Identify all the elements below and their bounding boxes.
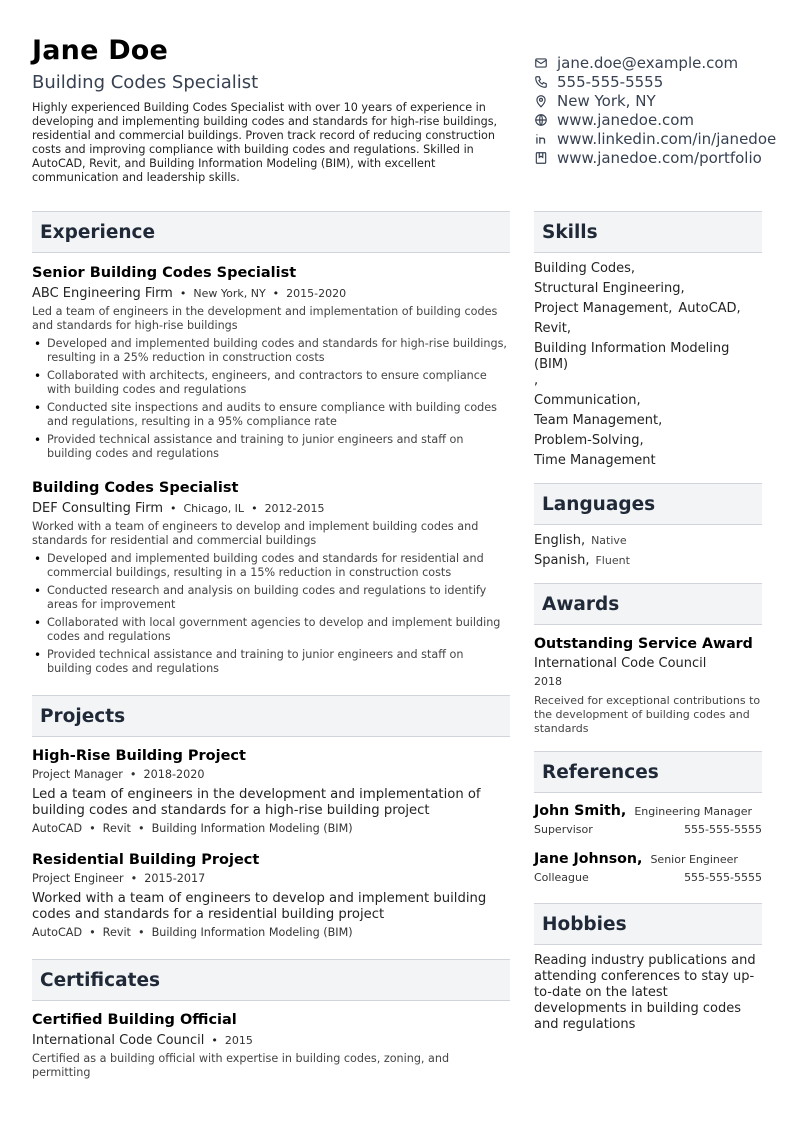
reference-position: Senior Engineer — [650, 853, 738, 866]
job-company: ABC Engineering Firm — [32, 286, 173, 301]
job-bullet: • Collaborated with architects, engineers, and contractors to ensure compliance with building codes and regulations — [32, 369, 510, 397]
references-heading: References — [534, 751, 762, 793]
skill-line — [534, 373, 762, 389]
job-bullets — [32, 552, 510, 676]
skill-item: Problem-Solving, — [534, 433, 644, 448]
job-description: Worked with a team of engineers to develop and implement building codes and standards for residential and commercial buildings — [32, 520, 479, 547]
project-dates: 2018-2020 — [143, 768, 205, 781]
project-tag: Building Information Modeling (BIM) — [151, 926, 353, 939]
project-description: Led a team of engineers in the development and implementation of building codes and standards for a high-rise building project — [32, 787, 481, 818]
skill-line — [534, 413, 762, 429]
skill-line — [534, 261, 762, 277]
award-description: Received for exceptional contributions to the development of building codes and standards — [534, 694, 761, 735]
award-title: Outstanding Service Award — [534, 636, 753, 652]
certificate-meta — [32, 1033, 510, 1049]
separator: • — [251, 502, 258, 515]
awards-heading: Awards — [534, 583, 762, 625]
skill-item: , — [534, 373, 539, 388]
separator: • — [137, 926, 145, 939]
language-item — [534, 533, 762, 549]
job-location: New York, NY — [193, 287, 266, 300]
skill-item: Structural Engineering, — [534, 281, 685, 296]
reference-entry — [534, 803, 762, 836]
skill-line — [534, 393, 762, 409]
language-level: Native — [591, 534, 627, 547]
skills-heading: Skills — [534, 211, 762, 253]
skill-line — [534, 321, 762, 337]
separator: • — [130, 872, 138, 885]
job-bullet: • Conducted site inspections and audits to ensure compliance with building codes and regulations, resulting in a 95% compliance rate — [32, 401, 510, 429]
reference-bottom — [534, 871, 762, 884]
job-dates: 2015-2020 — [286, 287, 347, 300]
reference-top — [534, 851, 762, 867]
project-title: Residential Building Project — [32, 852, 260, 868]
job-description: Led a team of engineers in the development and implementation of building codes and standards for high-rise buildings — [32, 305, 498, 332]
separator: • — [169, 502, 177, 515]
experience-heading: Experience — [32, 211, 510, 253]
separator: • — [179, 287, 187, 300]
summary-text: Highly experienced Building Codes Specialist with over 10 years of experience in developing and implementing building codes and standards for high-rise buildings, residential and commercial buildings. Proven track record of reducing construction costs and improving compliance with building codes and regulations. Skilled in AutoCAD, Revit, and Building Information Modeling (BIM), with excellent communication and leadership skills. — [32, 101, 498, 184]
job-bullet: • Provided technical assistance and training to junior engineers and staff on building codes and regulations — [32, 648, 510, 676]
reference-phone: 555-555-5555 — [684, 871, 762, 884]
email-text: jane.doe@example.com — [557, 53, 739, 72]
project-tag: AutoCAD — [32, 926, 83, 939]
job-bullet: • Conducted research and analysis on building codes and regulations to identify areas for improvement — [32, 584, 510, 612]
job-entry — [32, 264, 510, 461]
mail-icon — [534, 56, 548, 70]
language-level: Fluent — [595, 554, 630, 567]
right-column — [534, 211, 762, 1033]
contact-website[interactable] — [534, 110, 794, 129]
certificate-issuer: International Code Council — [32, 1033, 205, 1048]
contact-linkedin[interactable] — [534, 129, 794, 148]
award-entry — [534, 635, 762, 736]
separator: • — [272, 287, 280, 300]
skills-list — [534, 261, 762, 469]
reference-relation: Supervisor — [534, 823, 593, 836]
job-meta — [32, 286, 510, 302]
skill-line — [534, 341, 762, 373]
job-bullet: • Provided technical assistance and training to junior engineers and staff on building codes and regulations — [32, 433, 510, 461]
skill-item: Building Information Modeling (BIM) — [534, 341, 730, 372]
phone-icon — [534, 75, 548, 89]
separator: • — [129, 768, 137, 781]
linkedin-icon — [534, 132, 548, 146]
separator: • — [89, 926, 96, 939]
project-tags — [32, 926, 510, 940]
skill-item: Project Management, — [534, 301, 673, 316]
project-role: Project Manager — [32, 768, 123, 781]
skill-item: Building Codes, — [534, 261, 636, 276]
job-title: Building Codes Specialist — [32, 480, 239, 496]
project-role: Project Engineer — [32, 872, 124, 885]
certificate-description: Certified as a building official with expertise in building codes, zoning, and permitting — [32, 1052, 450, 1079]
project-tags — [32, 822, 510, 836]
certificate-year: 2015 — [224, 1034, 253, 1047]
certificates-heading: Certificates — [32, 959, 510, 1001]
job-title: Senior Building Codes Specialist — [32, 265, 297, 281]
reference-bottom — [534, 823, 762, 836]
award-year: 2018 — [534, 675, 562, 688]
certificate-title: Certified Building Official — [32, 1012, 237, 1028]
job-bullets — [32, 337, 510, 461]
language-name: English, — [534, 533, 586, 548]
job-meta — [32, 501, 510, 517]
projects-heading: Projects — [32, 695, 510, 737]
project-title: High-Rise Building Project — [32, 748, 246, 764]
language-name: Spanish, — [534, 553, 590, 568]
location-text: New York, NY — [557, 91, 656, 110]
candidate-name: Jane Doe — [32, 35, 169, 66]
hobbies-text: Reading industry publications and attending conferences to stay up-to-date on the latest developments in building codes and regulations — [534, 953, 756, 1032]
language-item — [534, 553, 762, 569]
skill-line — [534, 281, 762, 297]
separator: • — [211, 1034, 218, 1047]
contact-email[interactable] — [534, 53, 794, 72]
separator: • — [89, 822, 96, 835]
reference-entry — [534, 851, 762, 884]
resume-header — [32, 34, 502, 185]
skill-line — [534, 453, 762, 469]
reference-phone: 555-555-5555 — [684, 823, 762, 836]
contact-phone[interactable] — [534, 72, 794, 91]
project-tag: AutoCAD — [32, 822, 83, 835]
reference-position: Engineering Manager — [634, 805, 753, 818]
job-bullet: • Developed and implemented building codes and standards for high-rise buildings, resulting in a 25% reduction in construction costs — [32, 337, 510, 365]
job-bullet: • Collaborated with local government agencies to develop and implement building codes and regulations — [32, 616, 510, 644]
website-text: www.janedoe.com — [557, 110, 695, 129]
project-tag: Building Information Modeling (BIM) — [151, 822, 353, 835]
job-entry — [32, 479, 510, 676]
award-org: International Code Council — [534, 656, 707, 671]
portfolio-icon — [534, 151, 548, 165]
project-dates: 2015-2017 — [144, 872, 206, 885]
skill-item: Team Management, — [534, 413, 663, 428]
project-entry — [32, 851, 510, 940]
linkedin-text: www.linkedin.com/in/janedoe — [557, 129, 777, 148]
candidate-role: Building Codes Specialist — [32, 72, 259, 93]
skill-item: Time Management — [534, 453, 656, 468]
reference-relation: Colleague — [534, 871, 589, 884]
job-company: DEF Consulting Firm — [32, 501, 163, 516]
skill-line — [534, 433, 762, 449]
project-meta — [32, 768, 510, 782]
certificate-entry — [32, 1011, 510, 1080]
reference-name: Jane Johnson, — [534, 851, 643, 867]
skill-item: Revit, — [534, 321, 571, 336]
project-tag: Revit — [102, 926, 131, 939]
contact-block — [534, 53, 794, 167]
job-location: Chicago, IL — [183, 502, 245, 515]
project-tag: Revit — [102, 822, 131, 835]
project-description: Worked with a team of engineers to develop and implement building codes and standards for a residential building project — [32, 891, 487, 922]
globe-icon — [534, 113, 548, 127]
contact-portfolio[interactable] — [534, 148, 794, 167]
skill-line — [534, 301, 762, 317]
separator: • — [137, 822, 145, 835]
job-bullet: • Developed and implemented building codes and standards for residential and commercial buildings, resulting in a 15% reduction in construction costs — [32, 552, 510, 580]
languages-heading: Languages — [534, 483, 762, 525]
portfolio-text: www.janedoe.com/portfolio — [557, 148, 762, 167]
skill-item: Communication, — [534, 393, 641, 408]
languages-list — [534, 533, 762, 569]
reference-top — [534, 803, 762, 819]
map-pin-icon — [534, 94, 548, 108]
project-meta — [32, 872, 510, 886]
hobbies-heading: Hobbies — [534, 903, 762, 945]
skill-item: AutoCAD, — [678, 301, 741, 316]
contact-location — [534, 91, 794, 110]
left-column — [32, 211, 510, 1080]
project-entry — [32, 747, 510, 836]
reference-name: John Smith, — [534, 803, 627, 819]
job-dates: 2012-2015 — [264, 502, 325, 515]
phone-text: 555-555-5555 — [557, 72, 664, 91]
